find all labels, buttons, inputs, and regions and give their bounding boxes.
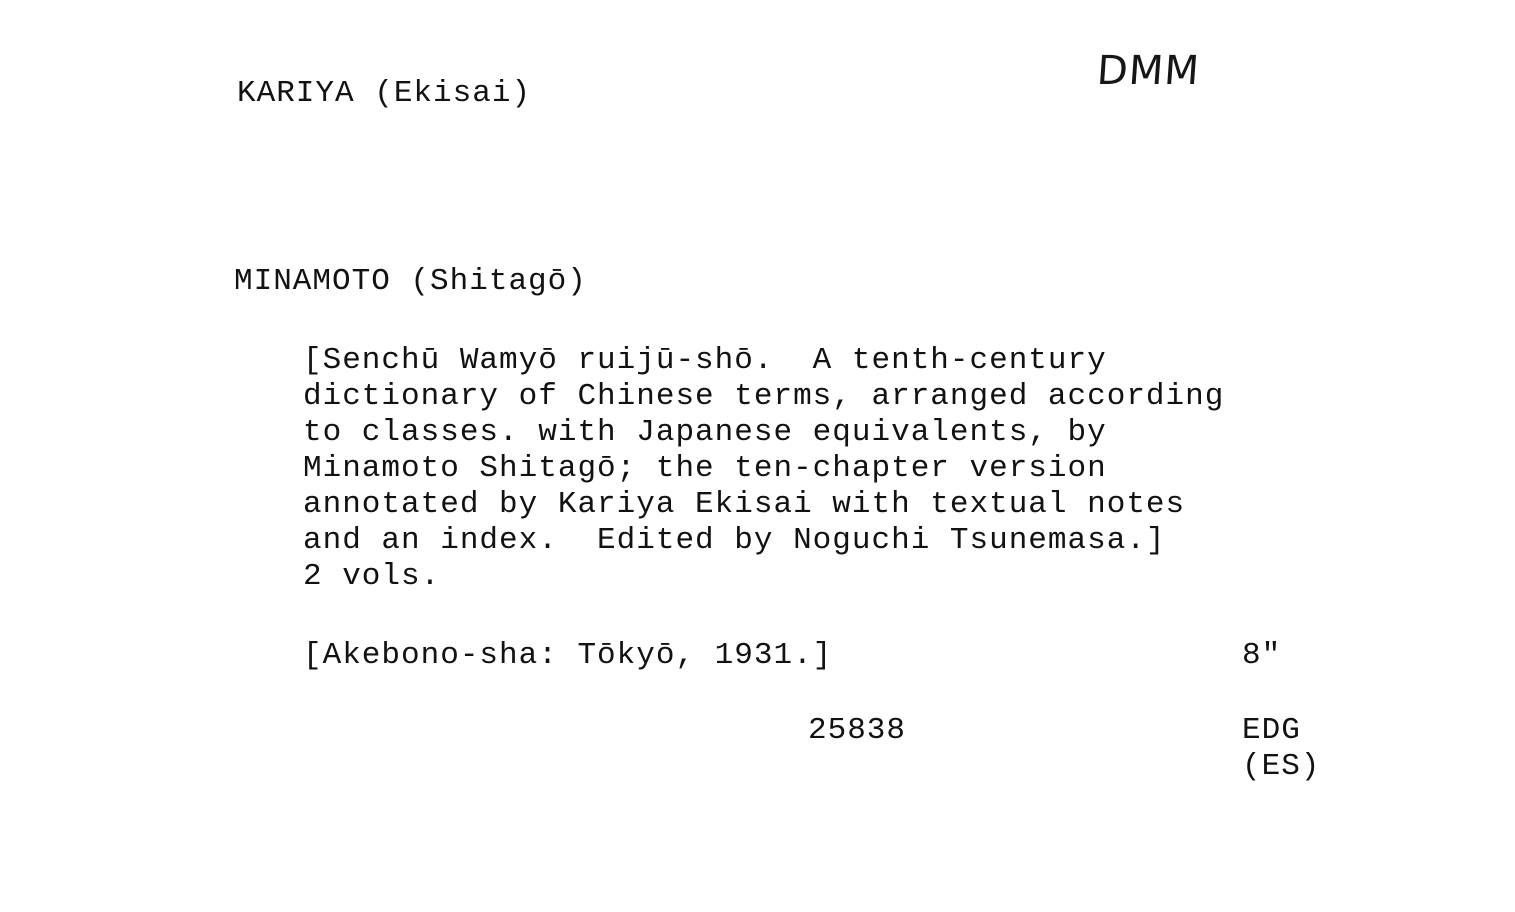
description-line: [Senchū Wamyō ruijū-shō. A tenth-century	[303, 343, 1107, 378]
handwritten-initials: DMM	[1095, 48, 1202, 94]
classification-subcode: (ES)	[1242, 749, 1321, 784]
description-line: and an index. Edited by Noguchi Tsunemasa.]	[303, 523, 1166, 558]
main-heading: MINAMOTO (Shitagō)	[234, 264, 587, 299]
description-line: Minamoto Shitagō; the ten-chapter version	[303, 451, 1107, 486]
description-line: to classes. with Japanese equivalents, by	[303, 415, 1107, 450]
size-note: 8"	[1242, 638, 1282, 673]
author-heading: KARIYA (Ekisai)	[237, 76, 532, 111]
classification-code: EDG	[1242, 713, 1301, 748]
description-block	[303, 343, 1353, 595]
accession-number: 25838	[808, 713, 907, 748]
description-line: annotated by Kariya Ekisai with textual notes	[303, 487, 1186, 522]
description-line: 2 vols.	[303, 559, 441, 594]
imprint: [Akebono-sha: Tōkyō, 1931.]	[303, 638, 833, 673]
description-line: dictionary of Chinese terms, arranged according	[303, 379, 1225, 414]
